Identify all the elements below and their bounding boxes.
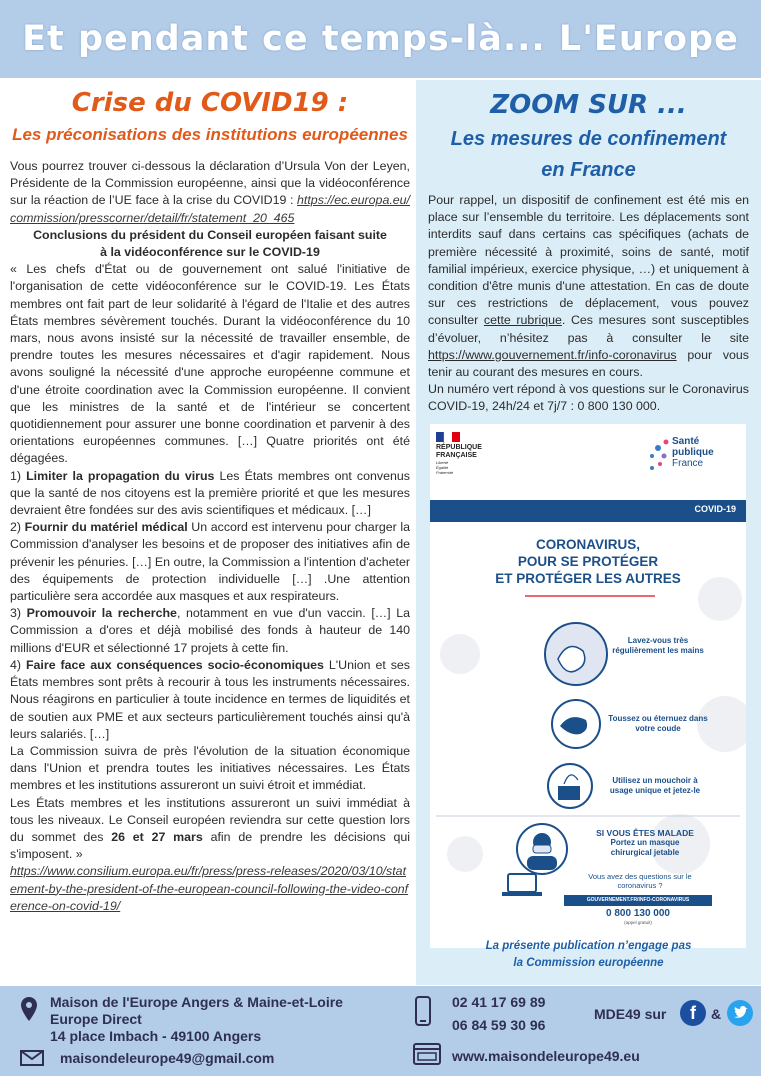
confinement-text-c: pour vous tenir au courant des mesures en cours. bbox=[428, 347, 749, 380]
priority-2-number: 2) bbox=[10, 520, 25, 535]
footer-ampersand: & bbox=[711, 1006, 722, 1022]
priority-3 bbox=[10, 605, 410, 657]
priority-1-title: Limiter la propagation du virus bbox=[26, 468, 215, 483]
gesture-mask-text: Portez un masque chirurgical jetable bbox=[610, 838, 680, 857]
closing-paragraph bbox=[10, 795, 410, 864]
priority-3-title: Promouvoir la recherche bbox=[26, 606, 177, 621]
gouvernement-link[interactable]: https://www.gouvernement.fr/info-coronavirus bbox=[428, 347, 677, 362]
priority-2-text: Un accord est intervenu pour charger la Commission d'analyser les besoins et de proposer des initiatives afin de prévenir les pénuries. […] En outre, la Commission a l'intention d'acheter des équipements de protection individuelle […] .Une attention particulière sera accordée aux masques et aux respirateurs. bbox=[10, 520, 410, 604]
priority-3-number: 3) bbox=[10, 606, 27, 621]
footer-address-line1: Maison de l'Europe Angers & Maine-et-Loire bbox=[50, 994, 343, 1010]
final-link-paragraph bbox=[10, 863, 410, 915]
priority-4-text: L'Union et ses États membres sont prêts à recourir à tous les instruments nécessaires. Nous réagirons en particulier à toute incidence en termes de liquidités et de soutien aux PME et aux secteurs particulièrement touchés ainsi qu'à leurs salariés. […] bbox=[10, 657, 410, 741]
article-body bbox=[10, 158, 410, 915]
confinement-paragraph bbox=[428, 192, 749, 381]
poster-url: GOUVERNEMENT.FR/INFO-CORONAVIRUS bbox=[586, 897, 690, 903]
gesture-mask bbox=[575, 828, 715, 858]
zoom-subtitle bbox=[416, 124, 761, 186]
zoom-title: ZOOM SUR ... bbox=[490, 90, 687, 120]
conclusions-title bbox=[10, 227, 410, 261]
poster-headline-2: POUR SE PROTÉGER bbox=[517, 554, 659, 569]
zoom-subtitle-line1: Les mesures de confinement bbox=[450, 128, 727, 150]
article-title: Crise du COVID19 : bbox=[71, 88, 349, 118]
rubrique-link[interactable]: cette rubrique bbox=[483, 313, 562, 328]
covid-poster bbox=[430, 424, 746, 948]
poster-phone-note: (appel gratuit) bbox=[624, 920, 652, 925]
covid-tag: COVID-19 bbox=[694, 504, 736, 514]
gesture-cough-elbow: Toussez ou éternuez dans votre coude bbox=[608, 714, 708, 733]
gesture-mask-heading: SI VOUS ÊTES MALADE bbox=[596, 828, 694, 838]
poster-headline-1: CORONAVIRUS, bbox=[535, 537, 640, 552]
flag-red bbox=[452, 432, 460, 442]
sp-line1: Santé bbox=[672, 436, 700, 447]
rf-logo bbox=[436, 444, 482, 475]
rf-motto: Liberté Égalité Fraternité bbox=[436, 460, 454, 475]
closing-text-a: Les États membres et les institutions assureront un suivi immédiat à tous les niveaux. Le Conseil européen reviendra sur cette question lors du sommet des bbox=[10, 795, 410, 844]
rf-line2: FRANÇAISE bbox=[436, 452, 477, 459]
priority-1-text: Les États membres ont convenus que la santé de nos citoyens est la première priorité et que les mesures devraient être fondées sur des avis scientifiques et médicaux. […] bbox=[10, 468, 410, 518]
confinement-text-a: Pour rappel, un dispositif de confinement est été mis en place sur l’ensemble du territoire. Les déplacements sont interdits sauf dans certains cas spécifiques (achats de première nécessité à proximité, soins de santé, motif familial impérieux, exercice physique, …) et uniquement à condition d'être munis d'une attestation. En cas de doute sur ces restrictions de déplacement, vous pouvez consulter bbox=[428, 193, 749, 328]
footer-address-line3: 14 place Imbach - 49100 Angers bbox=[50, 1028, 262, 1044]
poster-question: Vous avez des questions sur le coronavirus ? bbox=[588, 872, 692, 890]
priority-3-text: , notamment en vue d'un vaccin. […] La Commission a d'ores et déjà mobilisé des fonds à hauteur de 140 millions d'EUR et sélectionné 17 projets à cette fin. bbox=[10, 606, 410, 655]
zoom-subtitle-line2: en France bbox=[541, 159, 636, 181]
priority-4-number: 4) bbox=[10, 657, 26, 672]
confinement-text bbox=[416, 192, 761, 416]
article-subtitle: Les préconisations des institutions européennes bbox=[12, 125, 408, 144]
poster-headline-3: ET PROTÉGER LES AUTRES bbox=[495, 571, 681, 586]
poster-graphic bbox=[430, 424, 746, 948]
footer-address-line2: Europe Direct bbox=[50, 1011, 142, 1027]
facebook-icon[interactable]: f bbox=[680, 1000, 706, 1026]
footer-social-label: MDE49 sur bbox=[594, 1006, 667, 1022]
priority-4-title: Faire face aux conséquences socio-économiques bbox=[25, 657, 324, 672]
flag-white bbox=[444, 432, 452, 442]
email-icon bbox=[20, 1050, 44, 1066]
priority-2-title: Fournir du matériel médical bbox=[24, 520, 188, 535]
sp-line3: France bbox=[672, 458, 704, 469]
right-panel bbox=[416, 80, 761, 985]
intro-sentence: Vous pourrez trouver ci-dessous la déclaration d’Ursula Von der Leyen, Présidente de la Commission européenne, ainsi que la vidéoconférence sur la réaction de l’UE face à la crise du COVID19 : bbox=[10, 159, 410, 208]
poster-phone: 0 800 130 000 bbox=[606, 908, 670, 919]
location-pin-icon bbox=[20, 996, 38, 1022]
twitter-icon[interactable] bbox=[727, 1000, 753, 1026]
follow-paragraph: La Commission suivra de près l'évolution de la situation économique dans l'Union et prendra toutes les initiatives nécessaires. Les États membres et les institutions assureront un suivi étroit et immédiat. bbox=[10, 743, 410, 793]
priority-1 bbox=[10, 468, 410, 520]
intro-text bbox=[10, 158, 410, 227]
consilium-link[interactable]: https://www.consilium.europa.eu/fr/press/press-releases/2020/03/10/statement-by-the-president-of-the-european-council-following-the-video-conference-on-covid-19/ bbox=[10, 864, 409, 913]
gesture-tissue: Utilisez un mouchoir à usage unique et jetez-le bbox=[609, 776, 701, 795]
disclaimer-line2: la Commission européenne bbox=[513, 957, 664, 969]
priority-1-number: 1) bbox=[10, 468, 27, 483]
sp-line2: publique bbox=[672, 447, 714, 458]
summit-dates: 26 et 27 mars bbox=[111, 829, 203, 844]
footer bbox=[0, 986, 761, 1076]
confinement-text-b: . Ces mesures sont susceptibles d’évoluer, n’hésitez pas à consulter le site bbox=[428, 313, 749, 345]
gesture-wash-hands: Lavez-vous très régulièrement les mains bbox=[612, 636, 704, 655]
conclusions-title-line1: Conclusions du président du Conseil européen faisant suite bbox=[33, 227, 387, 242]
priority-2 bbox=[10, 519, 410, 605]
footer-website[interactable]: www.maisondeleurope49.eu bbox=[452, 1048, 640, 1064]
phone-icon bbox=[415, 996, 431, 1026]
flag-blue bbox=[436, 432, 444, 442]
left-column bbox=[10, 86, 410, 915]
laptop-icon bbox=[508, 874, 536, 892]
poster-headline bbox=[430, 536, 746, 587]
web-icon bbox=[413, 1043, 441, 1065]
footer-email[interactable]: maisondeleurope49@gmail.com bbox=[60, 1050, 275, 1066]
closing-text-b: afin de prendre les décisions qui s'imposent. » bbox=[10, 829, 411, 862]
footer-phone1: 02 41 17 69 89 bbox=[452, 994, 546, 1010]
priority-4 bbox=[10, 657, 410, 743]
sante-publique-logo-icon bbox=[650, 440, 669, 471]
banner-title: Et pendant ce temps-là... L'Europe bbox=[22, 19, 739, 59]
rf-line1: RÉPUBLIQUE bbox=[436, 444, 482, 451]
hotline-paragraph: Un numéro vert répond à vos questions sur le Coronavirus COVID-19, 24h/24 et 7j/7 : 0 800 130 000. bbox=[428, 382, 749, 414]
sante-publique-logo bbox=[672, 436, 714, 469]
top-banner bbox=[0, 0, 761, 78]
disclaimer-line1: La présente publication n’engage pas bbox=[485, 940, 692, 952]
conclusions-title-line2: à la vidéoconférence sur le COVID-19 bbox=[100, 245, 320, 260]
quote-paragraph: « Les chefs d'État ou de gouvernement ont salué l'initiative de l'organisation de cette vidéoconférence sur le COVID-19. Les États membres ont fait part de leur solidarité à l'égard de l'Italie et des autres États membres sévèrement touchés. Durant la vidéoconférence du 10 mars, nous avons insisté sur la nécessité de travailler ensemble, de prendre toutes les mesures nécessaires et d'agir rapidement. Nous avons souligné la nécessité d'une approche européenne commune et d'une étroite coordination avec la Commission européenne. Il convient que les ministres de la santé et de l'intérieur se concertent quotidiennement pour assurer une bonne coordination et parvenir à des orientations européennes communes. […] Quatre priorités ont été dégagées. bbox=[10, 262, 410, 466]
footer-phone2: 06 84 59 30 96 bbox=[452, 1017, 546, 1033]
intro-link[interactable]: https://ec.europa.eu/commission/presscorner/detail/fr/statement_20_465 bbox=[10, 193, 410, 225]
